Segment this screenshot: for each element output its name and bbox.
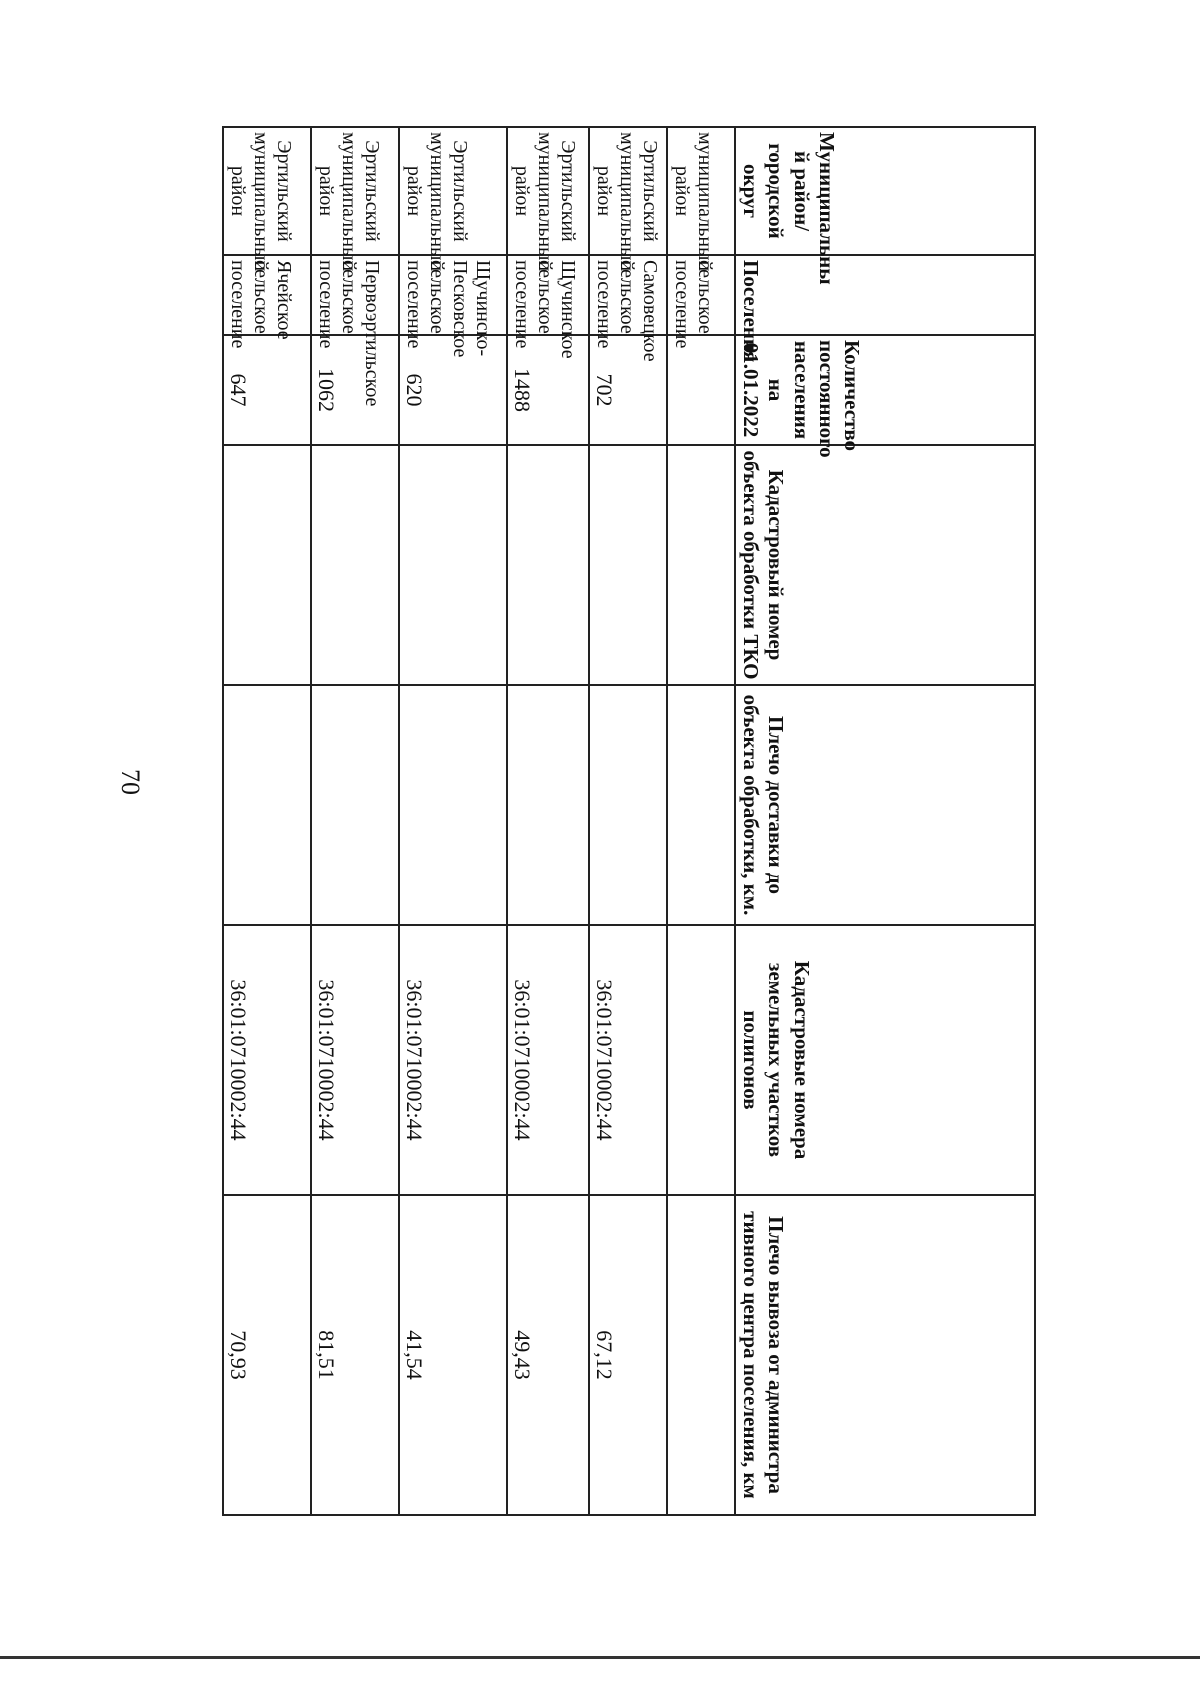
table-container xyxy=(224,126,1036,1514)
delivery-km-cell xyxy=(667,685,735,925)
tko-cadastral-cell xyxy=(311,445,399,685)
tko-cadastral-cell xyxy=(507,445,589,685)
district-cell: муниципальный район xyxy=(667,127,735,255)
table-row xyxy=(311,127,399,1515)
settlement-cell: Первоэртильское сельское поселение xyxy=(311,255,399,335)
settlement-cell: сельское поселение xyxy=(667,255,735,335)
delivery-km-cell xyxy=(399,685,507,925)
col-header-landfill-cadastral: Кадастровые номера земельных участков полигонов xyxy=(735,925,1035,1195)
col-header-removal-km: Плечо вывоза от администра тивного центра поселения, км xyxy=(735,1195,1035,1515)
population-cell: 702 xyxy=(589,335,667,445)
population-cell xyxy=(667,335,735,445)
settlement-cell: Щучинское сельское поселение xyxy=(507,255,589,335)
removal-km-cell: 70,93 xyxy=(223,1195,311,1515)
landfill-cadastral-cell: 36:01:0710002:44 xyxy=(223,925,311,1195)
delivery-km-cell xyxy=(223,685,311,925)
col-header-district: Муниципальны й район/ городской округ xyxy=(735,127,1035,255)
tko-cadastral-cell xyxy=(223,445,311,685)
removal-km-cell xyxy=(667,1195,735,1515)
landfill-cadastral-cell: 36:01:0710002:44 xyxy=(399,925,507,1195)
district-cell: Эртильский муниципальный район xyxy=(399,127,507,255)
district-cell: Эртильский муниципальный район xyxy=(223,127,311,255)
removal-km-cell: 49,43 xyxy=(507,1195,589,1515)
landfill-cadastral-cell: 36:01:0710002:44 xyxy=(507,925,589,1195)
settlement-cell: Ячейское сельское поселение xyxy=(223,255,311,335)
delivery-km-cell xyxy=(311,685,399,925)
tko-cadastral-cell xyxy=(667,445,735,685)
landfill-cadastral-cell xyxy=(667,925,735,1195)
district-cell: Эртильский муниципальный район xyxy=(311,127,399,255)
waste-data-table xyxy=(222,126,1036,1516)
table-row xyxy=(399,127,507,1515)
col-header-tko-cadastral: Кадастровый номер объекта обработки ТКО xyxy=(735,445,1035,685)
settlement-cell: Самовецкое сельское поселение xyxy=(589,255,667,335)
landfill-cadastral-cell: 36:01:0710002:44 xyxy=(311,925,399,1195)
removal-km-cell: 41,54 xyxy=(399,1195,507,1515)
population-cell: 1062 xyxy=(311,335,399,445)
page-number: 70 xyxy=(116,769,145,795)
population-cell: 620 xyxy=(399,335,507,445)
col-header-population: Количество постоянного населения на 01.01.2022 xyxy=(735,335,1035,445)
delivery-km-cell xyxy=(507,685,589,925)
col-header-settlement: Поселения xyxy=(735,255,1035,335)
col-header-delivery-km: Плечо доставки до объекта обработки, км. xyxy=(735,685,1035,925)
population-cell: 1488 xyxy=(507,335,589,445)
table-row xyxy=(507,127,589,1515)
removal-km-cell: 67,12 xyxy=(589,1195,667,1515)
landfill-cadastral-cell: 36:01:0710002:44 xyxy=(589,925,667,1195)
table-row xyxy=(667,127,735,1515)
district-cell: Эртильский муниципальный район xyxy=(507,127,589,255)
scan-edge-divider xyxy=(0,1656,1200,1659)
tko-cadastral-cell xyxy=(399,445,507,685)
tko-cadastral-cell xyxy=(589,445,667,685)
removal-km-cell: 81,51 xyxy=(311,1195,399,1515)
header-row xyxy=(735,127,1035,1515)
settlement-cell: Щучинско-Песковское сельское поселение xyxy=(399,255,507,335)
delivery-km-cell xyxy=(589,685,667,925)
population-cell: 647 xyxy=(223,335,311,445)
district-cell: Эртильский муниципальный район xyxy=(589,127,667,255)
table-row xyxy=(589,127,667,1515)
table-row xyxy=(223,127,311,1515)
rotated-table-frame xyxy=(224,126,1036,1514)
